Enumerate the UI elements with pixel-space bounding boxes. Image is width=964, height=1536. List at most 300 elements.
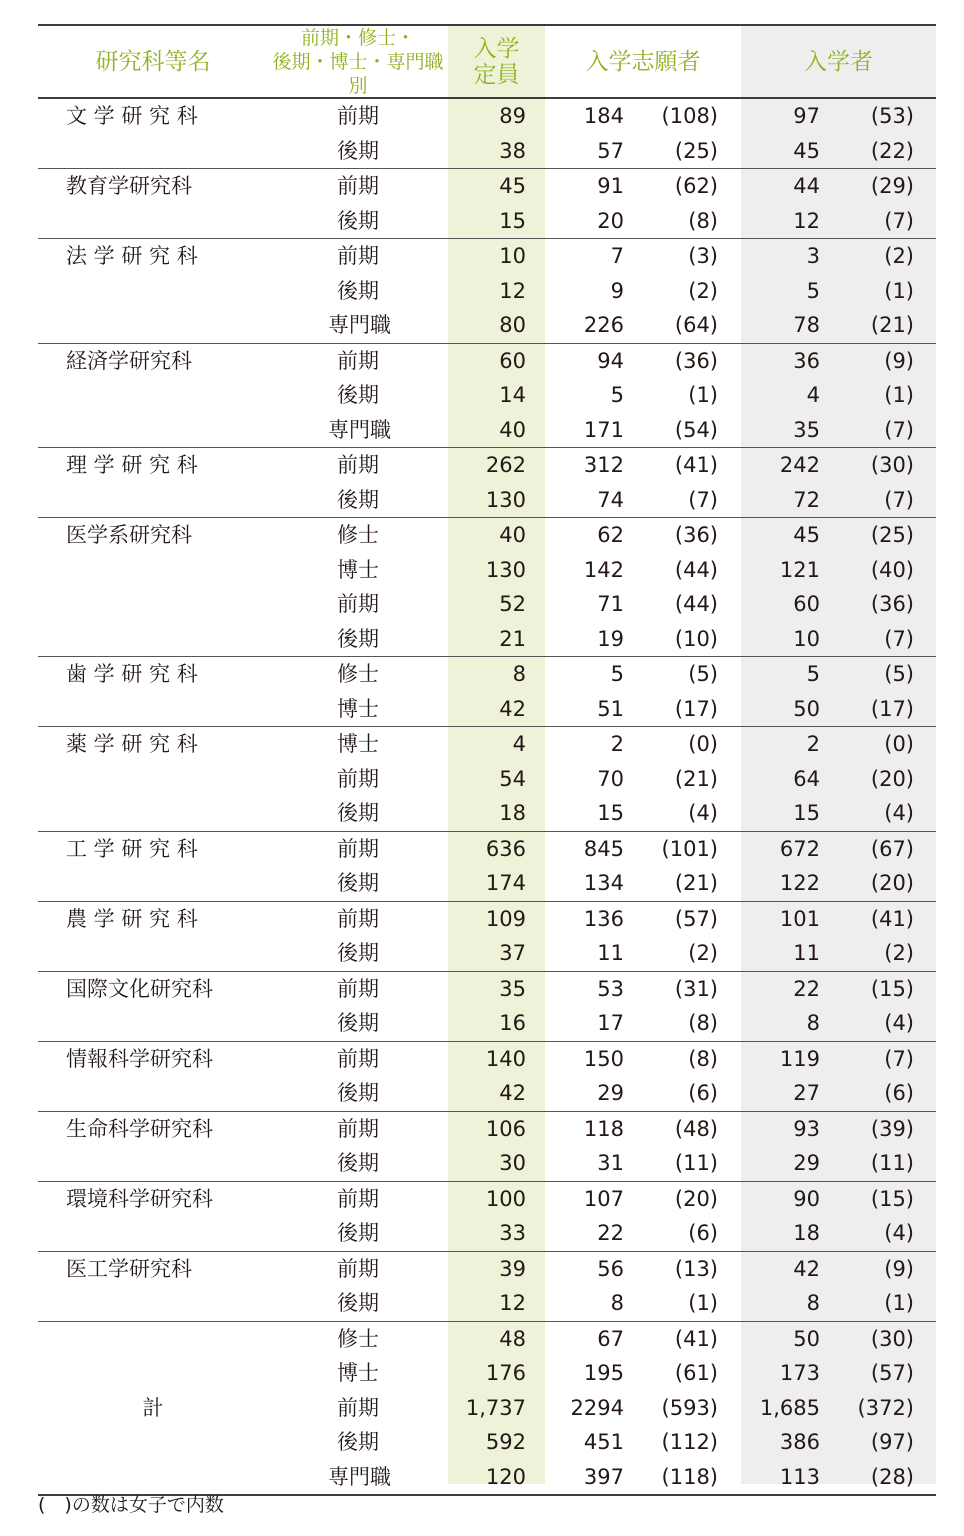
table-row [38,483,936,518]
admitted-value: 29 [793,1151,820,1175]
course-type: 後期 [337,138,379,163]
school-group [38,239,936,344]
capacity-value: 21 [499,626,526,651]
admitted-female-value: (29) [870,174,914,198]
admitted-female-value: (17) [870,696,914,721]
table-header [38,26,936,98]
applicants-value: 5 [610,383,624,407]
admitted-female-value: (53) [870,104,914,128]
table-row [38,657,936,692]
school-name: 農 学 研 究 科 [66,906,198,931]
applicants-female-value: (21) [674,871,718,895]
admitted-female-value: (21) [870,313,914,337]
table-row [38,1460,936,1495]
admitted-female-value: (1) [884,383,914,407]
capacity-value: 15 [499,208,526,233]
school-group [38,448,936,518]
admitted-value: 90 [793,1186,820,1211]
applicants-value: 67 [597,1326,624,1351]
applicants-value: 2294 [570,1395,624,1420]
applicants-female-value: (8) [688,1046,718,1071]
applicants-value: 5 [610,662,624,686]
applicants-value: 53 [597,976,624,1001]
applicants-value: 62 [597,523,624,547]
admitted-female-value: (7) [884,487,914,512]
admitted-female-value: (30) [870,453,914,477]
admitted-value: 101 [779,906,820,931]
course-type: 後期 [337,801,379,825]
admitted-value: 27 [793,1081,820,1105]
school-group [38,902,936,972]
applicants-female-value: (31) [674,976,718,1001]
school-group [38,344,936,449]
admitted-value: 2 [806,732,820,756]
school-group [38,1042,936,1112]
applicants-female-value: (2) [688,278,718,303]
table-row [38,1322,936,1357]
table-row [38,274,936,309]
applicants-female-value: (0) [688,732,718,756]
applicants-value: 136 [583,906,624,931]
applicants-value: 397 [583,1464,624,1489]
course-type: 前期 [337,836,379,861]
table-row [38,1182,936,1217]
capacity-value: 176 [485,1361,526,1385]
admitted-female-value: (20) [870,871,914,895]
table-row [38,902,936,937]
admitted-female-value: (5) [884,662,914,686]
applicants-value: 22 [597,1221,624,1245]
applicants-value: 9 [610,278,624,303]
course-type: 後期 [337,1151,379,1175]
admitted-value: 5 [806,278,820,303]
capacity-value: 45 [499,174,526,198]
course-type: 前期 [337,1116,379,1141]
applicants-value: 57 [597,138,624,163]
admitted-value: 93 [793,1116,820,1141]
school-group [38,1112,936,1182]
capacity-value: 140 [485,1046,526,1071]
admitted-female-value: (11) [870,1151,914,1175]
capacity-value: 42 [499,696,526,721]
admitted-value: 122 [779,871,820,895]
admitted-value: 386 [779,1430,820,1454]
applicants-female-value: (1) [688,1291,718,1315]
applicants-female-value: (118) [661,1464,718,1489]
admitted-female-value: (40) [870,557,914,582]
school-group [38,832,936,902]
course-type: 博士 [337,732,379,756]
applicants-value: 11 [597,941,624,965]
admitted-value: 97 [793,104,820,128]
school-name: 工 学 研 究 科 [66,836,198,861]
applicants-value: 31 [597,1151,624,1175]
capacity-value: 12 [499,278,526,303]
course-type: 前期 [337,1046,379,1071]
table-row [38,1042,936,1077]
course-type: 後期 [337,208,379,233]
table-row [38,518,936,553]
table-row [38,1112,936,1147]
course-type: 前期 [337,976,379,1001]
applicants-female-value: (3) [688,244,718,268]
applicants-female-value: (10) [674,626,718,651]
applicants-female-value: (1) [688,383,718,407]
applicants-female-value: (13) [674,1256,718,1281]
footnote: ( )の数は女子で内数 [38,1494,224,1516]
course-type: 後期 [337,1011,379,1035]
course-type: 前期 [337,104,379,128]
school-group [38,727,936,832]
total-label: 計 [142,1395,164,1420]
capacity-value: 4 [512,732,526,756]
table-row [38,762,936,797]
admitted-value: 35 [793,417,820,442]
admitted-female-value: (97) [870,1430,914,1454]
table-row [38,1425,936,1460]
school-group [38,1182,936,1252]
admitted-value: 3 [806,244,820,268]
school-name: 生命科学研究科 [66,1116,213,1141]
applicants-value: 171 [583,417,624,442]
capacity-value: 12 [499,1291,526,1315]
admitted-female-value: (39) [870,1116,914,1141]
applicants-female-value: (54) [674,417,718,442]
table-row [38,308,936,343]
admitted-female-value: (57) [870,1361,914,1385]
capacity-value: 38 [499,138,526,163]
applicants-value: 2 [610,732,624,756]
table-row [38,832,936,867]
applicants-female-value: (25) [674,138,718,163]
admitted-value: 11 [793,941,820,965]
table-row [38,204,936,239]
applicants-female-value: (17) [674,696,718,721]
applicants-value: 150 [583,1046,624,1071]
table-row [38,622,936,657]
applicants-female-value: (8) [688,1011,718,1035]
admitted-female-value: (20) [870,766,914,791]
capacity-value: 33 [499,1221,526,1245]
school-group [38,1252,936,1322]
admitted-value: 8 [806,1291,820,1315]
applicants-value: 20 [597,208,624,233]
school-name: 医工学研究科 [66,1256,192,1281]
admitted-female-value: (1) [884,278,914,303]
course-type: 専門職 [328,417,391,442]
applicants-value: 51 [597,696,624,721]
course-type: 専門職 [328,1464,391,1489]
school-name: 医学系研究科 [66,523,192,547]
capacity-value: 130 [485,487,526,512]
applicants-value: 19 [597,626,624,651]
applicants-female-value: (5) [688,662,718,686]
course-type: 前期 [337,453,379,477]
school-name: 法 学 研 究 科 [66,244,198,268]
applicants-female-value: (64) [674,313,718,337]
course-type: 前期 [337,174,379,198]
table-row [38,1076,936,1111]
admitted-value: 1,685 [759,1395,820,1420]
header-admitted: 入学者 [804,49,873,75]
admitted-female-value: (7) [884,417,914,442]
applicants-female-value: (44) [674,557,718,582]
applicants-female-value: (57) [674,906,718,931]
table-row [38,378,936,413]
school-group [38,518,936,657]
table-row [38,553,936,588]
applicants-female-value: (7) [688,487,718,512]
admitted-value: 242 [779,453,820,477]
admitted-female-value: (1) [884,1291,914,1315]
applicants-female-value: (41) [674,1326,718,1351]
school-group [38,169,936,239]
admitted-value: 12 [793,208,820,233]
table-row [38,972,936,1007]
course-type: 後期 [337,383,379,407]
applicants-female-value: (4) [688,801,718,825]
admitted-value: 64 [793,766,820,791]
applicants-value: 7 [610,244,624,268]
capacity-value: 262 [485,453,526,477]
applicants-value: 91 [597,174,624,198]
applicants-female-value: (6) [688,1221,718,1245]
admitted-female-value: (28) [870,1464,914,1489]
applicants-female-value: (36) [674,348,718,373]
course-type: 後期 [337,1221,379,1245]
table-row [38,448,936,483]
applicants-value: 184 [583,104,624,128]
capacity-value: 14 [499,383,526,407]
capacity-value: 120 [485,1464,526,1489]
table-row [38,134,936,169]
admitted-female-value: (15) [870,1186,914,1211]
table-row [38,99,936,134]
applicants-female-value: (62) [674,174,718,198]
course-type: 修士 [337,523,379,547]
admitted-value: 173 [779,1361,820,1385]
course-type: 修士 [337,662,379,686]
admitted-value: 15 [793,801,820,825]
applicants-value: 226 [583,313,624,337]
school-name: 経済学研究科 [66,348,192,373]
applicants-female-value: (44) [674,592,718,616]
course-type: 修士 [337,1326,379,1351]
capacity-value: 39 [499,1256,526,1281]
admitted-female-value: (7) [884,1046,914,1071]
admitted-female-value: (6) [884,1081,914,1105]
table-row [38,1006,936,1041]
admitted-value: 78 [793,313,820,337]
school-name: 薬 学 研 究 科 [66,732,198,756]
capacity-value: 54 [499,766,526,791]
admitted-female-value: (7) [884,626,914,651]
admitted-value: 45 [793,523,820,547]
applicants-female-value: (21) [674,766,718,791]
applicants-value: 845 [583,836,624,861]
course-type: 後期 [337,278,379,303]
admitted-female-value: (22) [870,138,914,163]
course-type: 前期 [337,592,379,616]
header-applicants: 入学志願者 [585,49,701,75]
course-type: 前期 [337,244,379,268]
school-name: 情報科学研究科 [66,1046,213,1071]
table-row [38,796,936,831]
applicants-value: 17 [597,1011,624,1035]
table-row [38,1216,936,1251]
admitted-female-value: (9) [884,348,914,373]
header-school: 研究科等名 [95,49,211,75]
table-row [38,239,936,274]
applicants-value: 74 [597,487,624,512]
course-type: 博士 [337,696,379,721]
table-row [38,1146,936,1181]
course-type: 博士 [337,557,379,582]
applicants-value: 118 [583,1116,624,1141]
admitted-female-value: (9) [884,1256,914,1281]
course-type: 後期 [337,1430,379,1454]
school-name: 環境科学研究科 [66,1186,213,1211]
capacity-value: 42 [499,1081,526,1105]
table-row [38,936,936,971]
applicants-female-value: (20) [674,1186,718,1211]
school-name: 理 学 研 究 科 [66,453,198,477]
capacity-value: 10 [499,244,526,268]
admitted-value: 5 [806,662,820,686]
capacity-value: 109 [485,906,526,931]
admitted-value: 44 [793,174,820,198]
admitted-female-value: (4) [884,1011,914,1035]
capacity-value: 48 [499,1326,526,1351]
admitted-female-value: (25) [870,523,914,547]
school-group [38,99,936,169]
admitted-value: 60 [793,592,820,616]
course-type: 前期 [337,1395,379,1420]
applicants-female-value: (593) [661,1395,718,1420]
applicants-value: 70 [597,766,624,791]
header-type: 前期・修士・ 後期・博士・専門職別 [272,27,444,97]
table-row [38,344,936,379]
admitted-female-value: (2) [884,244,914,268]
applicants-value: 15 [597,801,624,825]
admitted-value: 8 [806,1011,820,1035]
course-type: 専門職 [328,313,391,337]
admitted-value: 18 [793,1221,820,1245]
applicants-value: 29 [597,1081,624,1105]
admitted-value: 50 [793,696,820,721]
applicants-female-value: (112) [661,1430,718,1454]
school-group [38,657,936,727]
admitted-value: 10 [793,626,820,651]
table-row [38,692,936,727]
admitted-female-value: (36) [870,592,914,616]
admitted-female-value: (30) [870,1326,914,1351]
admitted-female-value: (0) [884,732,914,756]
table-row [38,866,936,901]
admitted-value: 50 [793,1326,820,1351]
course-type: 前期 [337,1186,379,1211]
table-row [38,727,936,762]
admitted-value: 4 [806,383,820,407]
applicants-value: 312 [583,453,624,477]
capacity-value: 60 [499,348,526,373]
applicants-value: 451 [583,1430,624,1454]
admitted-female-value: (41) [870,906,914,931]
course-type: 後期 [337,626,379,651]
capacity-value: 80 [499,313,526,337]
table-row [38,587,936,622]
course-type: 後期 [337,871,379,895]
admitted-female-value: (4) [884,1221,914,1245]
capacity-value: 30 [499,1151,526,1175]
capacity-value: 636 [485,836,526,861]
admitted-female-value: (15) [870,976,914,1001]
school-group [38,972,936,1042]
table-row [38,169,936,204]
applicants-value: 142 [583,557,624,582]
admitted-value: 672 [779,836,820,861]
admitted-value: 72 [793,487,820,512]
applicants-female-value: (101) [661,836,718,861]
admitted-female-value: (7) [884,208,914,233]
course-type: 前期 [337,348,379,373]
school-name: 歯 学 研 究 科 [66,662,198,686]
admitted-value: 22 [793,976,820,1001]
capacity-value: 52 [499,592,526,616]
course-type: 後期 [337,1081,379,1105]
course-type: 博士 [337,1361,379,1385]
capacity-value: 16 [499,1011,526,1035]
course-type: 後期 [337,941,379,965]
table-row [38,1391,936,1426]
applicants-female-value: (36) [674,523,718,547]
course-type: 前期 [337,766,379,791]
capacity-value: 89 [499,104,526,128]
school-name: 教育学研究科 [66,174,192,198]
capacity-value: 40 [499,523,526,547]
admitted-value: 119 [779,1046,820,1071]
applicants-female-value: (11) [674,1151,718,1175]
applicants-value: 134 [583,871,624,895]
admitted-value: 45 [793,138,820,163]
header-capacity: 入学 定員 [473,36,520,88]
capacity-value: 592 [485,1430,526,1454]
applicants-female-value: (2) [688,941,718,965]
table-row [38,413,936,448]
table-row [38,1252,936,1287]
applicants-value: 56 [597,1256,624,1281]
course-type: 後期 [337,487,379,512]
applicants-value: 195 [583,1361,624,1385]
capacity-value: 100 [485,1186,526,1211]
applicants-value: 107 [583,1186,624,1211]
course-type: 前期 [337,906,379,931]
capacity-value: 130 [485,557,526,582]
applicants-value: 71 [597,592,624,616]
applicants-female-value: (6) [688,1081,718,1105]
admitted-female-value: (2) [884,941,914,965]
admitted-value: 113 [779,1464,820,1489]
capacity-value: 37 [499,941,526,965]
applicants-female-value: (8) [688,208,718,233]
applicants-female-value: (41) [674,453,718,477]
admitted-value: 42 [793,1256,820,1281]
applicants-value: 8 [610,1291,624,1315]
table-row [38,1286,936,1321]
capacity-value: 174 [485,871,526,895]
admitted-female-value: (372) [857,1395,914,1420]
table-row [38,1356,936,1391]
